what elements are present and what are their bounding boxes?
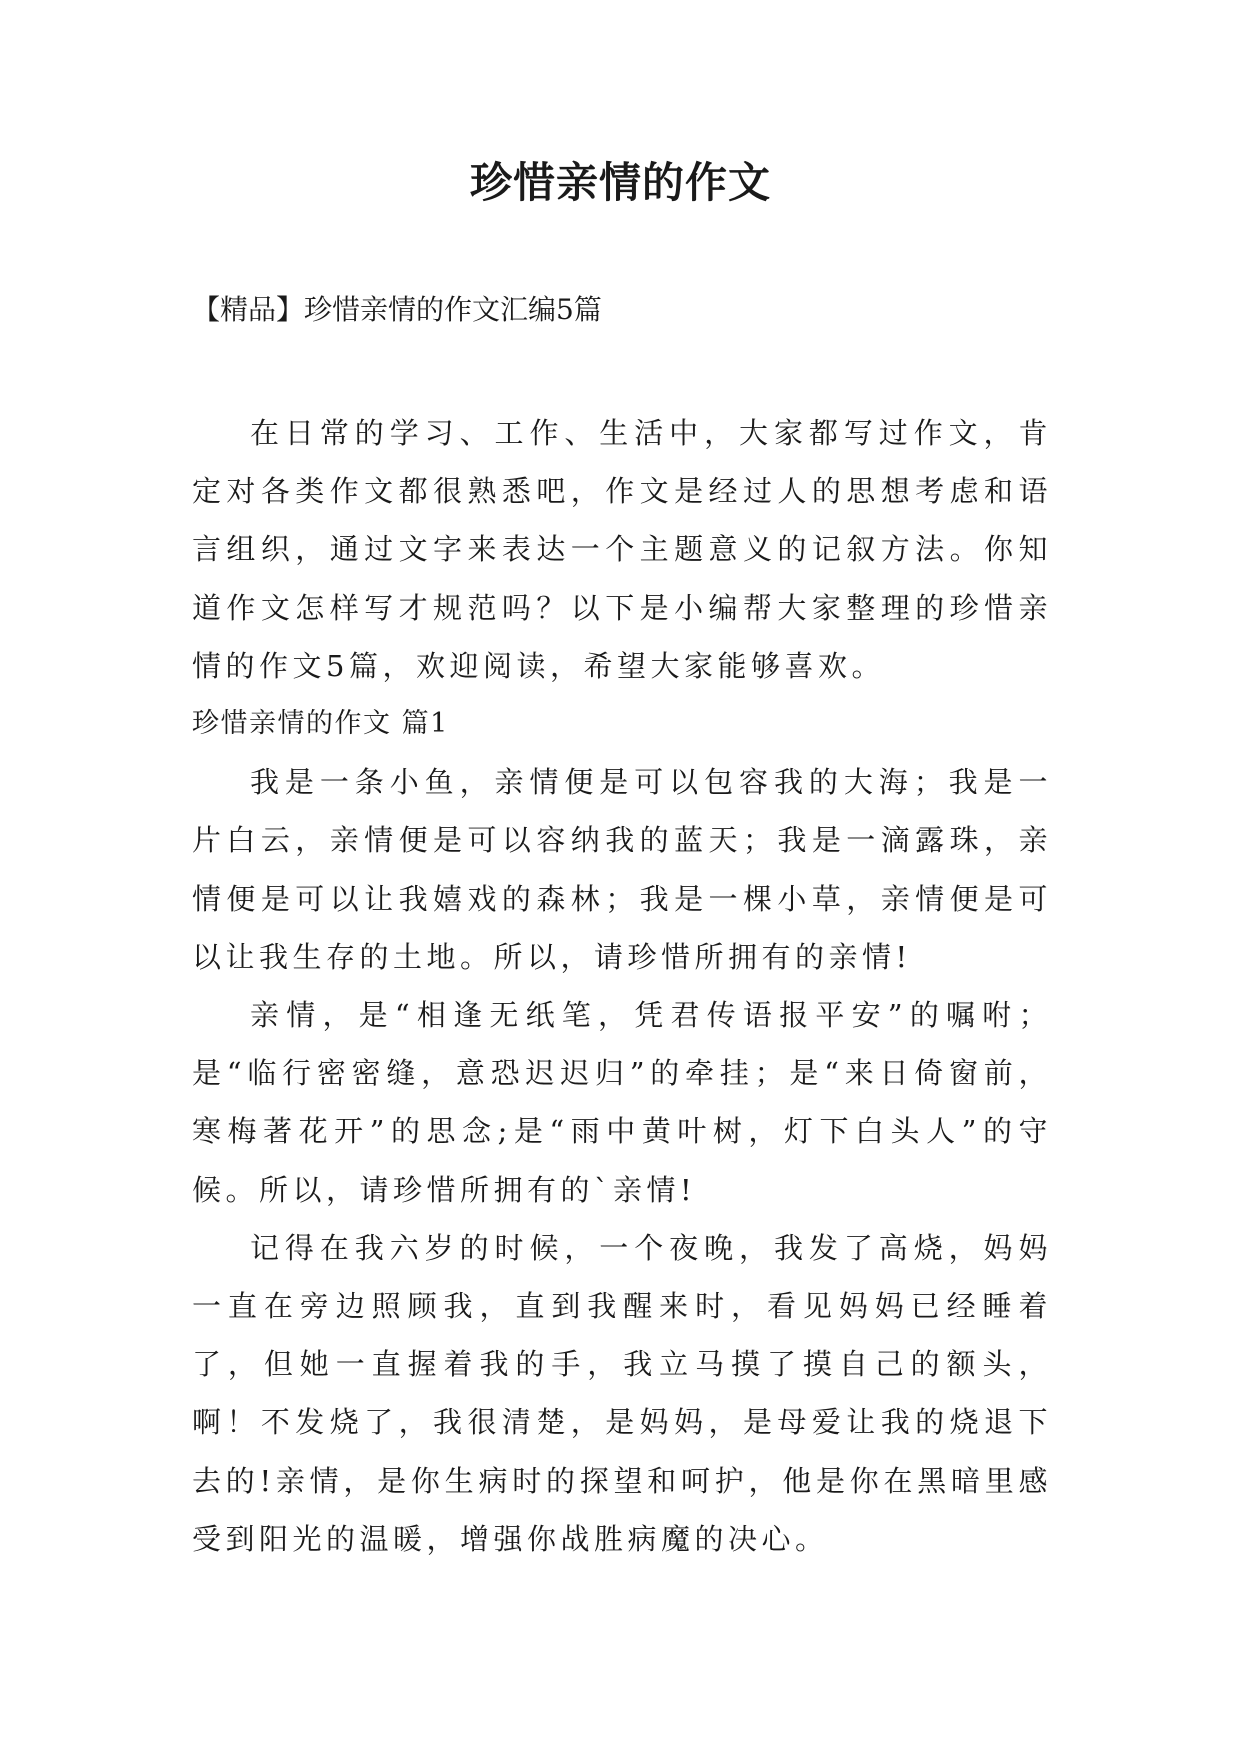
body-paragraph: 亲情，是“相逢无纸笔，凭君传语报平安”的嘱咐；是“临行密密缝，意恐迟迟归”的牵挂；是“来日倚窗前，寒梅著花开”的思念;是“雨中黄叶树，灯下白头人”的守候。所以，请珍惜所拥有的`亲情! xyxy=(192,998,1052,1207)
body-paragraph: 我是一条小鱼，亲情便是可以包容我的大海；我是一片白云，亲情便是可以容纳我的蓝天；我是一滴露珠，亲情便是可以让我嬉戏的森林；我是一棵小草，亲情便是可以让我生存的土地。所以，请珍惜所拥有的亲情! xyxy=(192,765,1052,974)
document-body xyxy=(192,404,1052,1568)
document-title: 珍惜亲情的作文 xyxy=(469,158,771,207)
intro-paragraph: 在日常的学习、工作、生活中，大家都写过作文，肯定对各类作文都很熟悉吧，作文是经过人的思想考虑和语言组织，通过文字来表达一个主题意义的记叙方法。你知道作文怎样写才规范吗？以下是小编帮大家整理的珍惜亲情的作文5篇，欢迎阅读，希望大家能够喜欢。 xyxy=(192,416,1052,683)
section-heading: 珍惜亲情的作文 篇1 xyxy=(192,708,449,740)
document-subtitle: 【精品】珍惜亲情的作文汇编5篇 xyxy=(192,293,602,326)
body-paragraph: 记得在我六岁的时候，一个夜晚，我发了高烧，妈妈一直在旁边照顾我，直到我醒来时，看见妈妈已经睡着了，但她一直握着我的手，我立马摸了摸自己的额头，啊！不发烧了，我很清楚，是妈妈，是母爱让我的烧退下去的!亲情，是你生病时的探望和呵护，他是你在黑暗里感受到阳光的温暖，增强你战胜病魔的决心。 xyxy=(192,1230,1052,1556)
